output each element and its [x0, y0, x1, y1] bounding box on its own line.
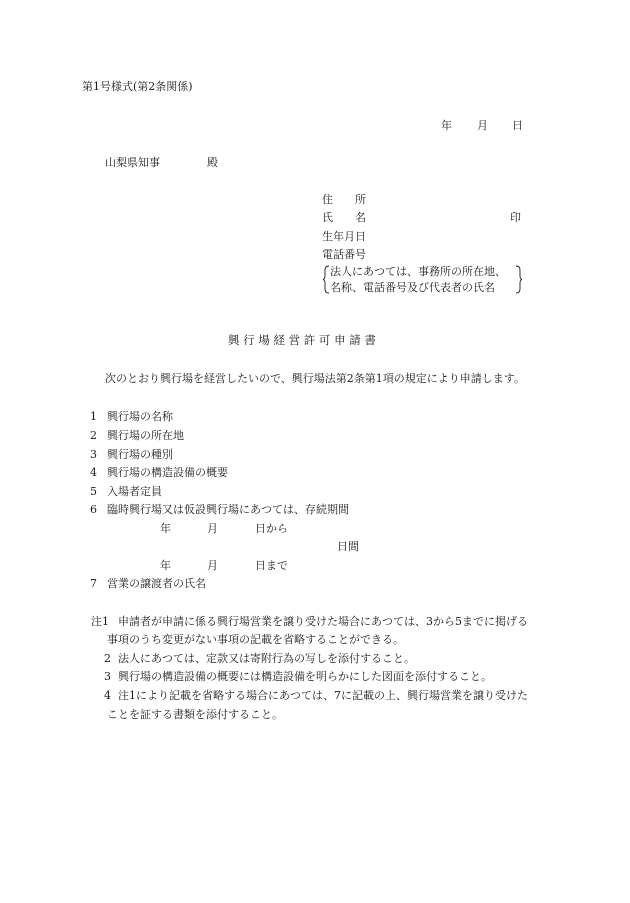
period-to-month: 月: [207, 559, 218, 572]
note-label: 2: [104, 652, 111, 665]
addressee-honorific: 殿: [207, 156, 218, 169]
addressee-name: 山梨県知事: [105, 156, 160, 169]
date-month-label: 月: [477, 119, 488, 132]
note-label: 3: [104, 670, 111, 683]
note-label: 4: [104, 689, 111, 702]
name-label: 氏 名: [322, 211, 366, 224]
item-number: 7: [90, 577, 97, 590]
note-line: 法人にあつては、定款又は寄附行為の写しを添付すること。: [118, 652, 415, 665]
phone-label: 電話番号: [322, 248, 366, 261]
item-number: 3: [90, 448, 97, 461]
note-line: 興行場の構造設備の概要には構造設備を明らかにした図面を添付すること。: [118, 670, 492, 683]
item-text: 興行場の構造設備の概要: [107, 466, 228, 479]
date-day-label: 日: [512, 119, 523, 132]
item-number: 4: [90, 466, 97, 479]
item-text: 営業の譲渡者の氏名: [107, 577, 206, 590]
date-year-label: 年: [441, 119, 452, 132]
period-from-year: 年: [160, 522, 171, 535]
document-title: 興 行 場 経 営 許 可 申 請 書: [228, 333, 376, 347]
right-bracket-icon: [515, 265, 523, 294]
note-line: 申請者が申請に係る興行場営業を譲り受けた場合にあつては、3から5までに掲げる: [118, 615, 528, 628]
item-text: 臨時興行場又は仮設興行場にあつては、存続期間: [107, 503, 349, 516]
period-from-month: 月: [207, 522, 218, 535]
item-number: 2: [90, 429, 97, 442]
item-text: 興行場の所在地: [107, 429, 184, 442]
address-label: 住 所: [322, 193, 366, 206]
seal-mark: 印: [510, 211, 521, 224]
period-to-day: 日まで: [255, 559, 288, 572]
note-label: 注1: [91, 615, 109, 628]
form-number: 第1号様式(第2条関係): [82, 80, 193, 93]
note-line: 事項のうち変更がない事項の記載を省略することができる。: [107, 633, 404, 646]
period-from-day: 日から: [255, 522, 288, 535]
note-line: 注1により記載を省略する場合にあつては、7に記載の上、興行場営業を譲り受けた: [118, 689, 528, 702]
item-text: 興行場の種別: [107, 448, 173, 461]
corp-note-line1: 法人にあつては、事務所の所在地、: [330, 265, 506, 278]
intro-text: 次のとおり興行場を経営したいので、興行場法第2条第1項の規定により申請します。: [105, 372, 525, 385]
period-to-year: 年: [160, 559, 171, 572]
note-line: ことを証する書類を添付すること。: [107, 708, 283, 721]
item-number: 6: [90, 503, 97, 516]
item-text: 入場者定員: [107, 485, 162, 498]
item-number: 1: [90, 410, 97, 423]
period-duration: 日間: [337, 540, 359, 553]
birthdate-label: 生年月日: [322, 230, 366, 243]
left-bracket-icon: [322, 265, 330, 294]
item-number: 5: [90, 485, 97, 498]
item-text: 興行場の名称: [107, 410, 173, 423]
corp-note-line2: 名称、電話番号及び代表者の氏名: [330, 281, 495, 294]
